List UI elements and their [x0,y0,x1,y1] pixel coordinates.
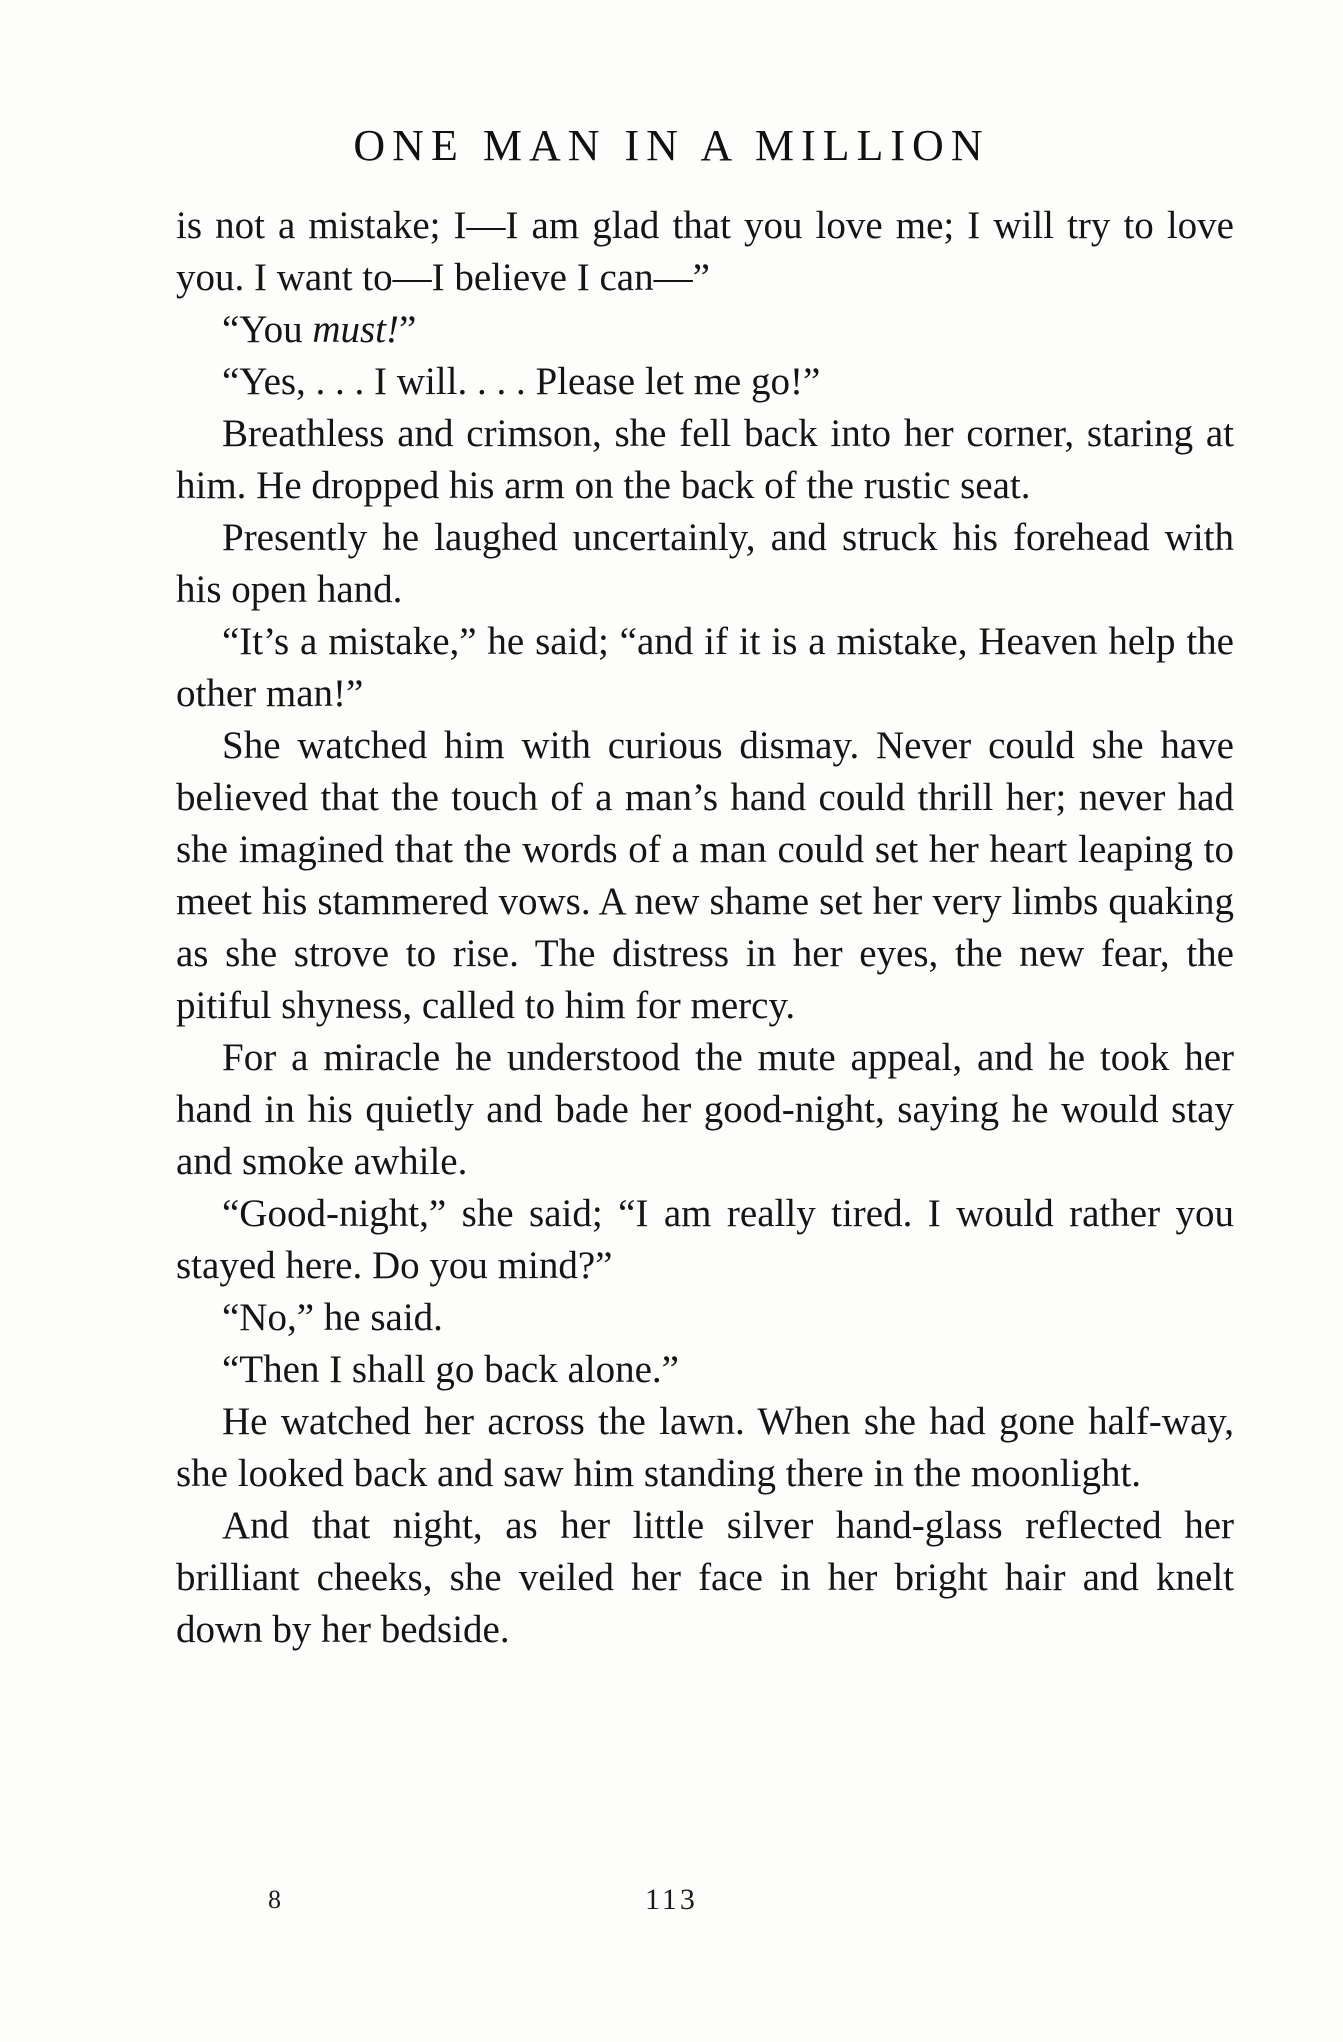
paragraph: “Yes, . . . I will. . . . Please let me go!” [222,360,821,403]
paragraph: “No,” he said. [222,1296,443,1339]
paragraph: “It’s a mistake,” he said; “and if it is a mistake, Heaven help the other man!” [176,620,1234,715]
page-number: 113 [645,1883,698,1916]
paragraph: She watched him with curious dismay. Never could she have believed that the touch of a man’s hand could thrill her; never had she imagined that the words of a man could set her heart leaping to meet his stammered vows. A new shame set her very limbs quaking as she strove to rise. The distress in her eyes, the new fear, the pitiful shyness, called to him for mercy. [176,724,1234,1027]
paragraph: is not a mistake; I—I am glad that you love me; I will try to love you. I want to—I believe I can—” [176,204,1234,299]
paragraph: Breathless and crimson, she fell back into her corner, staring at him. He dropped his arm on the back of the rustic seat. [176,412,1234,507]
paragraph: For a miracle he understood the mute appeal, and he took her hand in his quietly and bade her good-night, saying he would stay and smoke awhile. [176,1036,1234,1183]
paragraph [176,304,1234,356]
emphasized-text: must! [312,308,399,351]
paragraph: He watched her across the lawn. When she had gone half-way, she looked back and saw him standing there in the moonlight. [176,1400,1234,1495]
paragraph-text: “You [222,308,313,351]
paragraph: And that night, as her little silver hand-glass reflected her brilliant cheeks, she veiled her face in her bright hair and knelt down by her bedside. [176,1504,1234,1651]
running-head: ONE MAN IN A MILLION [353,121,990,170]
paragraph-text: ” [399,308,417,351]
body-text [176,200,1234,1656]
paragraph: Presently he laughed uncertainly, and struck his forehead with his open hand. [176,516,1234,611]
paragraph: “Then I shall go back alone.” [222,1348,679,1391]
paragraph: “Good-night,” she said; “I am really tired. I would rather you stayed here. Do you mind?” [176,1192,1234,1287]
signature-mark: 8 [268,1885,281,1914]
